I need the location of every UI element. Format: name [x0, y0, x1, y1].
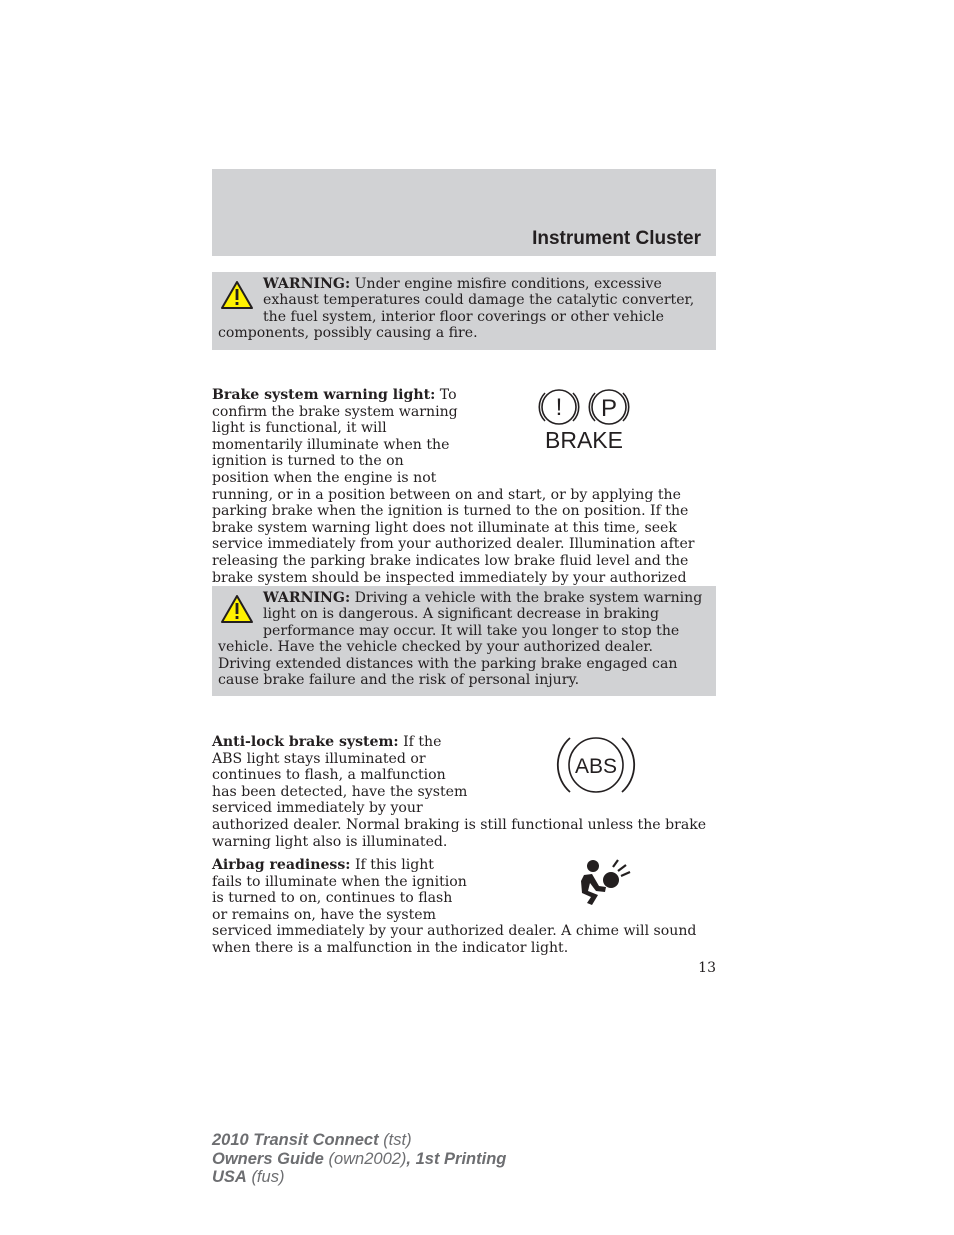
brake-text: To confirm the brake system warning light is functional, it will momentarily illuminate when the ignition is turned to the on position when the engine is not running, or in a position between on and start, or by applying the parking brake when the ignition is turned to the on position. If the brake system warning light does not illuminate at this time, seek service immediately from your authorized dealer. Illumination after releasing the parking brake indicates low brake fluid level and the brake system should be inspected immediately by your authorized	[212, 387, 695, 586]
abs-heading: Anti-lock brake system:	[212, 734, 399, 750]
warning-triangle-icon	[220, 280, 254, 310]
airbag-paragraph	[212, 857, 718, 957]
warning-triangle-icon	[220, 594, 254, 624]
footer-line-1	[212, 1131, 506, 1150]
section-title: Instrument Cluster	[532, 228, 701, 249]
warning-label: WARNING:	[263, 590, 351, 606]
footer-guide: Owners Guide	[212, 1149, 324, 1168]
footer-guide-code: (own2002)	[328, 1149, 407, 1168]
abs-text: If the ABS light stays illuminated or continues to flash, a malfunction has been detected, have the system serviced immediately by your authorized dealer. Normal braking is still functional unless the brake warning light also is illuminated.	[212, 734, 707, 850]
brake-icon-area	[458, 387, 718, 479]
footer-line-2	[212, 1150, 506, 1169]
airbag-icon-area	[468, 857, 718, 923]
warning-box-brake	[212, 586, 716, 696]
brake-warning-paragraph	[212, 387, 718, 603]
brake-heading: Brake system warning light:	[212, 387, 436, 403]
warning-text: Driving a vehicle with the brake system warning light on is dangerous. A significant decrease in braking performance may occur. It will take you longer to stop the vehicle. Have the vehicle checked by your authorized dealer. Driving extended distances with the parking brake engaged can cause brake failure and the risk of personal injury.	[218, 590, 703, 689]
abs-paragraph	[212, 734, 718, 850]
brake-icon-word: BRAKE	[545, 427, 623, 453]
airbag-heading: Airbag readiness:	[212, 857, 351, 873]
warning-text: Under engine misfire conditions, excessive exhaust temperatures could damage the catalytic converter, the fuel system, interior floor coverings or other vehicle components, possibly causing a fire.	[218, 276, 695, 342]
airbag-text: If this light fails to illuminate when the ignition is turned to on, continues to flash or remains on, have the system serviced immediately by your authorized dealer. A chime will sound when there is a malfunction in the indicator light.	[212, 857, 697, 956]
airbag-icon	[578, 857, 634, 909]
footer-market-code: (fus)	[251, 1168, 285, 1186]
abs-icon-area	[468, 734, 718, 816]
footer-printing: , 1st Printing	[406, 1149, 507, 1168]
footer-print-info	[212, 1131, 506, 1187]
footer-vehicle-code: (tst)	[383, 1131, 412, 1149]
footer-vehicle: 2010 Transit Connect	[212, 1131, 379, 1149]
brake-icon-p: P	[600, 395, 618, 422]
brake-icon-exclamation: !	[555, 394, 563, 421]
warning-label: WARNING:	[263, 276, 351, 292]
abs-icon-text: ABS	[574, 755, 618, 778]
page-number: 13	[698, 960, 716, 976]
footer-line-3	[212, 1168, 506, 1187]
abs-warning-icon	[556, 734, 636, 798]
footer-market: USA	[212, 1168, 247, 1186]
brake-warning-icon	[537, 387, 637, 455]
section-header-band	[212, 169, 716, 256]
warning-box-misfire	[212, 272, 716, 350]
